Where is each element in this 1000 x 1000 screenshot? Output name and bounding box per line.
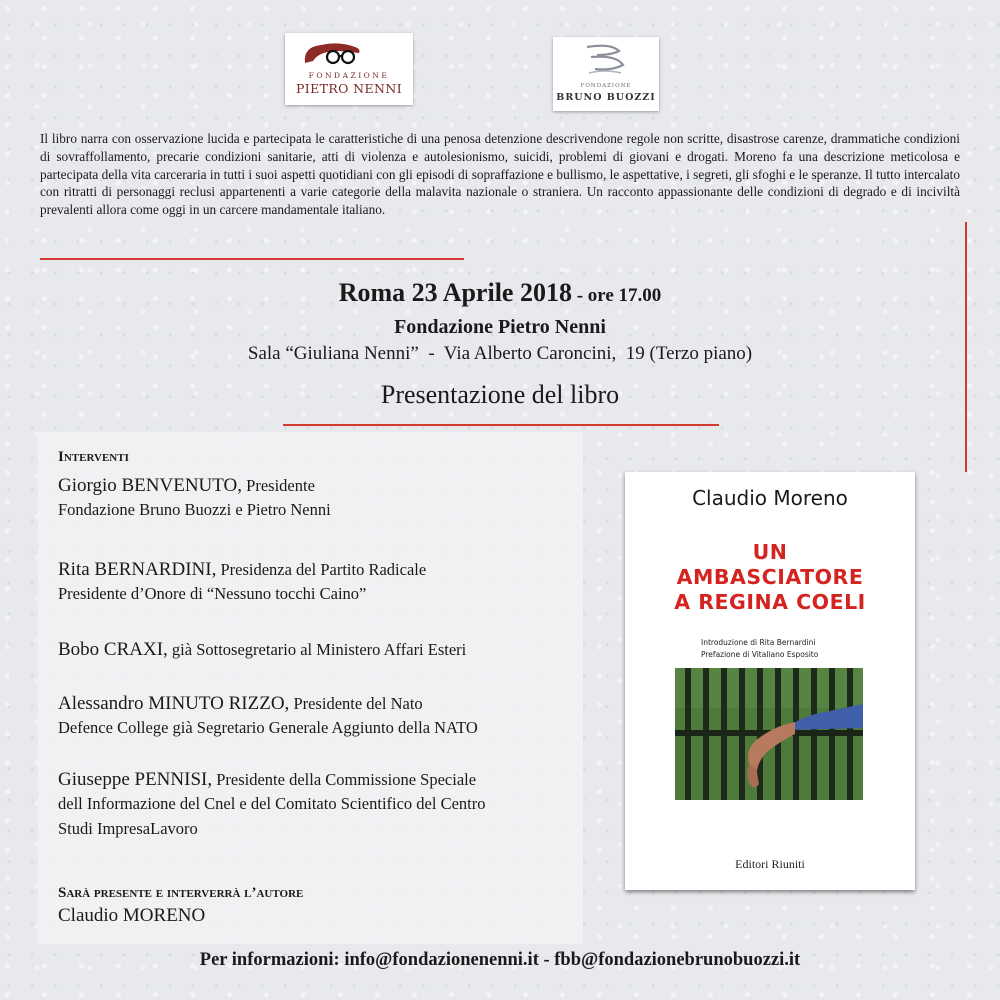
logo-buozzi-big-text: BRUNO BUOZZI xyxy=(556,92,656,103)
description-line: a varie categorie della malavita nazionale o straniera. Un racconto appassionante delle condizioni di degrado e di inciviltà prevalenti allora xyxy=(40,184,960,218)
speaker-role: Presidente della Commissione Speciale xyxy=(212,770,477,789)
speaker-role-line: Presidente d’Onore di “Nessuno tocchi Caino” xyxy=(58,584,367,603)
event-subtitle: Presentazione del libro xyxy=(380,380,620,409)
event-date xyxy=(0,278,1000,308)
speaker-role-line: Defence College già Segretario Generale Aggiunto della NATO xyxy=(58,718,478,737)
contact-info: Per informazioni: info@fondazionenenni.it - fbb@fondazionebrunobuozzi.it xyxy=(199,950,801,970)
speaker-role: già Sottosegretario al Ministero Affari Esteri xyxy=(167,640,467,659)
speaker-role: Presidenza del Partito Radicale xyxy=(216,560,427,579)
book-credit-intro: Introduzione di Rita Bernardini xyxy=(701,638,816,647)
speaker-item xyxy=(58,639,578,661)
author-name: Claudio MORENO xyxy=(58,905,206,926)
speaker-name: Giuseppe PENNISI, xyxy=(58,769,213,790)
description-line: di sopraffazione e bullismo, le aspettative, i segreti, gli sfoghi e le speranze. Il tutto intercalato con ritratti di personaggi reclusi appartenenti xyxy=(40,166,960,200)
fondazione-buozzi-logo xyxy=(553,37,659,111)
speaker-role-line: Studi ImpresaLavoro xyxy=(58,819,198,838)
book-title-line: A REGINA COELI xyxy=(674,590,866,614)
event-time: - ore 17.00 xyxy=(571,285,662,306)
book-title-line: AMBASCIATORE xyxy=(676,565,864,589)
event-venue: Fondazione Pietro Nenni xyxy=(394,316,606,338)
speaker-item xyxy=(58,559,578,606)
book-title xyxy=(625,540,915,615)
logo-nenni-small-text: FONDAZIONE xyxy=(308,71,390,80)
logo-nenni-big-text: PIETRO NENNI xyxy=(295,81,403,96)
book-author: Claudio Moreno xyxy=(692,486,848,510)
book-title-line: UN xyxy=(752,540,788,564)
speaker-role: Presidente xyxy=(242,476,315,495)
description-line: Il libro narra con osservazione lucida e partecipata le caratteristiche di una penosa detenzione descrivendone regole non scritte, disastrose xyxy=(40,131,780,146)
author-heading: Sarà presente e interverrà l’autore xyxy=(58,885,304,901)
prison-bars-image xyxy=(675,668,863,800)
speakers-heading: Interventi xyxy=(58,449,129,465)
subtitle-underline xyxy=(283,424,719,426)
logo-buozzi-small-text: FONDAZIONE xyxy=(580,83,632,89)
speaker-item xyxy=(58,475,578,522)
fondazione-nenni-logo xyxy=(285,33,413,105)
book-publisher: Editori Riuniti xyxy=(735,857,805,871)
speaker-role: Presidente del Nato xyxy=(289,694,423,713)
event-address: Sala “Giuliana Nenni” - Via Alberto Caroncini, 19 (Terzo piano) xyxy=(247,343,753,364)
nenni-glasses-icon xyxy=(299,37,369,69)
buozzi-swoosh-icon xyxy=(581,41,631,77)
speaker-name: Alessandro MINUTO RIZZO, xyxy=(58,693,290,714)
description-line: carenze, drammatiche condizioni di sovraffollamento, precarie condizioni sanitarie, atti di violenza e autolesionismo, suicidi, problemi di xyxy=(40,131,960,164)
book-cover xyxy=(625,472,915,890)
description-line: come oggi in un carcere mandamentale italiano. xyxy=(130,202,386,218)
event-date-place: Roma 23 Aprile 2018 xyxy=(338,278,572,307)
speaker-role-line: dell Informazione del Cnel e del Comitato Scientifico del Centro xyxy=(58,794,486,813)
prison-bars-illustration xyxy=(675,668,863,800)
divider-line xyxy=(40,258,464,260)
book-description xyxy=(40,130,960,219)
description-line: giovani e drogati. Moreno fa una descrizione meticolosa e partecipata della vita carceraria in tutti i suoi aspetti quotidiani con gli episodi xyxy=(40,148,961,182)
speaker-name: Rita BERNARDINI, xyxy=(58,559,217,580)
speaker-item xyxy=(58,769,578,841)
speaker-name: Bobo CRAXI, xyxy=(58,639,168,660)
speaker-item xyxy=(58,693,578,740)
speaker-name: Giorgio BENVENUTO, xyxy=(58,475,243,496)
book-credit-preface: Prefazione di Vitaliano Esposito xyxy=(701,650,819,659)
speaker-role-line: Fondazione Bruno Buozzi e Pietro Nenni xyxy=(58,500,331,519)
